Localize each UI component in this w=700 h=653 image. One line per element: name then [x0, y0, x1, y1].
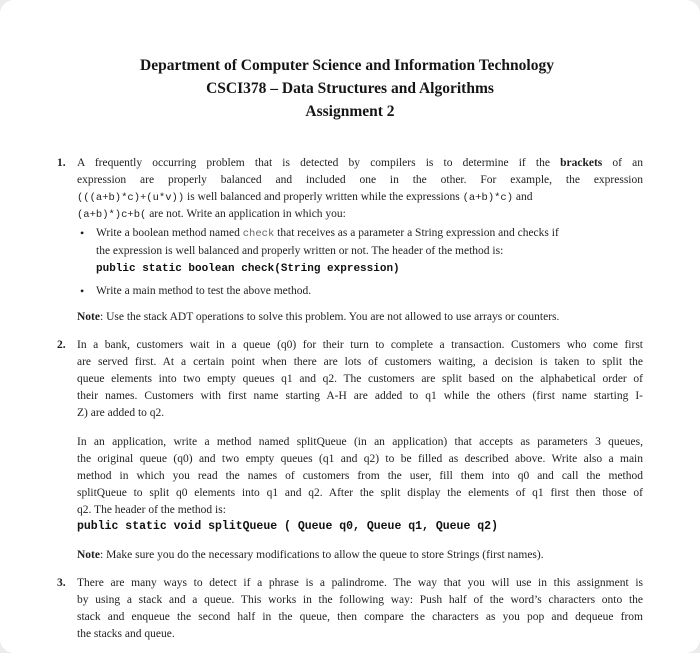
- q1-note: [77, 310, 559, 324]
- q1-bullet-1-line-1: [96, 226, 559, 241]
- q1-line-1: [77, 156, 643, 170]
- question-2-number: 2.: [57, 339, 66, 351]
- q1-line-4: [77, 207, 346, 222]
- q1-text: that receives as a parameter a String expression and checks if: [274, 227, 559, 239]
- department-title: Department of Computer Science and Information Technology: [140, 57, 554, 74]
- q2-p1-line: are served first. At a certain point when there are lots of customers waiting, a decision is taken to split the: [77, 356, 643, 368]
- q2-p2-line: In an application, write a method named splitQueue (in an application) that accepts as parameters 3 queues,: [77, 436, 643, 448]
- note-label: Note: [77, 549, 100, 561]
- q1-bullet-1-line-2: the expression is well balanced and properly written or not. The header of the method is:: [96, 245, 504, 257]
- q2-p1-line: Z) are added to q2.: [77, 407, 165, 419]
- q3-line: There are many ways to detect if a phrase is a palindrome. The way that you will use in this assignment is: [77, 577, 643, 589]
- q1-method-name: check: [242, 228, 275, 240]
- note-text: : Make sure you do the necessary modifications to allow the queue to store Strings (first names).: [100, 549, 544, 561]
- q1-line-2: expression are properly balanced and included one in the other. For example, the expression: [77, 174, 643, 186]
- q2-method-header: public static void splitQueue ( Queue q0, Queue q1, Queue q2): [77, 520, 498, 533]
- q3-line: the stacks and queue.: [77, 628, 175, 640]
- q1-text: Write a boolean method named: [96, 227, 243, 239]
- q2-note: [77, 548, 544, 562]
- q1-method-header: public static boolean check(String expression): [96, 263, 400, 275]
- q2-p1-line: queue elements into two empty queues q1 and q2. The customers are split based on the alphabetical order of: [77, 373, 643, 385]
- q1-text: is well balanced and properly written while the expressions: [184, 191, 463, 203]
- q1-bullet-2: Write a main method to test the above method.: [96, 285, 312, 297]
- q1-text: A frequently occurring problem that is detected by compilers is to determine if the: [77, 157, 561, 169]
- q2-p2-line: method in which you read the names of customers from the user, fill them into q0 and call the method: [77, 470, 643, 482]
- course-title: CSCI378 – Data Structures and Algorithms: [206, 80, 494, 97]
- question-1-number: 1.: [57, 157, 66, 169]
- note-text: : Use the stack ADT operations to solve this problem. You are not allowed to use arrays or counters.: [100, 311, 560, 323]
- q1-line-3: [77, 190, 643, 205]
- q2-p2-line: splitQueue to split q0 elements into q1 and q2. After the split display the elements of q1 first then those of: [77, 487, 643, 499]
- note-label: Note: [77, 311, 100, 323]
- bullet-icon: •: [80, 226, 85, 240]
- q1-text: are not. Write an application in which you:: [146, 208, 346, 220]
- q2-p2-line: the original queue (q0) and two empty queues (q1 and q2) to be filled as described above. Write also a main: [77, 453, 643, 465]
- q3-line: by using a stack and a queue. This works in the following way: Push half of the word’s characters onto the: [77, 594, 643, 606]
- q1-code-example: (((a+b)*c)+(u*v)): [77, 192, 185, 204]
- q1-code-example: (a+b)*)c+b(: [77, 209, 147, 221]
- q1-code-example: (a+b)*c): [462, 192, 514, 204]
- q2-p2-line: q2. The header of the method is:: [77, 504, 226, 516]
- q2-p1-line: their names. Customers with first name starting A-H are added to q1 while the others (first name starting I-: [77, 390, 643, 402]
- q2-p1-line: In a bank, customers wait in a queue (q0) for their turn to complete a transaction. Customers who come first: [77, 339, 643, 351]
- assignment-title: Assignment 2: [305, 103, 395, 120]
- q1-text: and: [513, 191, 533, 203]
- bullet-icon: •: [80, 284, 85, 298]
- q3-line: stack and enqueue the second half in the queue, then compare the characters as you pop and dequeue from: [77, 611, 643, 623]
- q1-text: of an: [602, 157, 643, 169]
- q1-brackets-keyword: brackets: [560, 157, 603, 169]
- question-3-number: 3.: [57, 577, 66, 589]
